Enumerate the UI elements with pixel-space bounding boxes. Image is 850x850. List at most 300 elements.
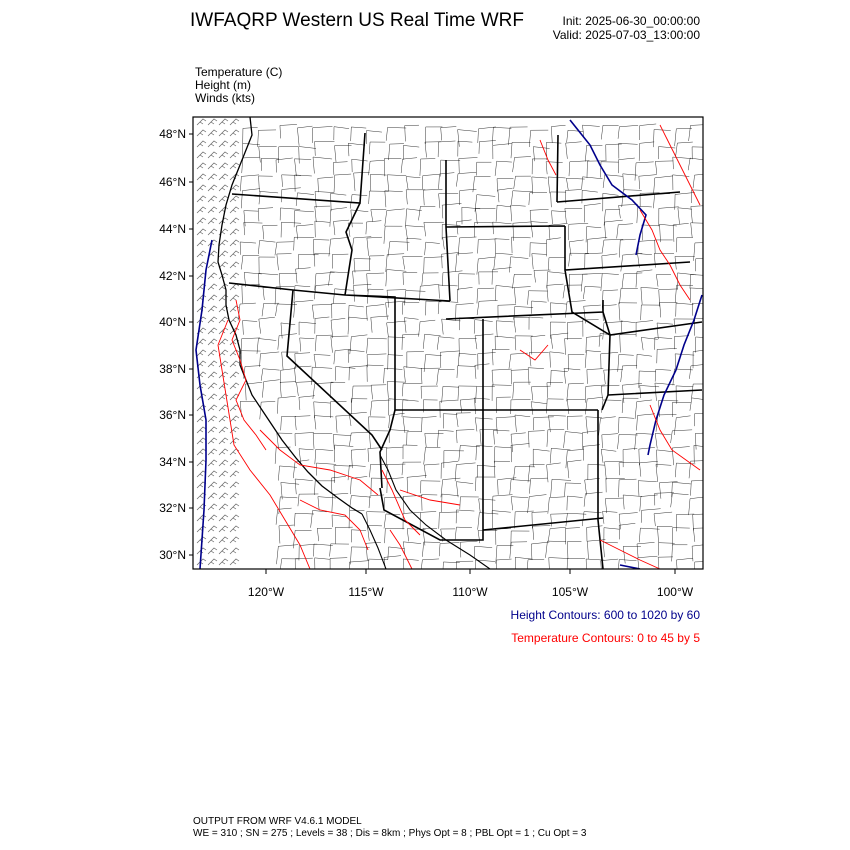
wind-barb: [197, 119, 206, 125]
county-line: [333, 289, 353, 304]
county-line: [581, 273, 602, 291]
county-line: [515, 415, 530, 432]
county-line: [460, 399, 475, 413]
county-line: [655, 161, 673, 174]
county-line: [619, 288, 637, 304]
wind-barb: [208, 383, 217, 389]
county-line: [653, 130, 670, 148]
county-line: [567, 416, 582, 430]
wind-barb: [230, 229, 239, 235]
county-line: [424, 447, 441, 464]
county-line: [676, 142, 693, 157]
county-line: [673, 223, 689, 241]
county-line: [422, 174, 439, 189]
wind-barb: [208, 394, 217, 400]
county-line: [318, 177, 333, 192]
wind-barb: [230, 361, 239, 367]
county-line: [384, 159, 401, 177]
county-line: [473, 177, 491, 193]
county-line: [565, 483, 581, 496]
wind-barb: [208, 493, 217, 499]
county-line: [639, 142, 654, 161]
county-line: [478, 239, 497, 254]
county-line: [529, 317, 543, 330]
county-line: [618, 417, 634, 433]
county-line: [386, 127, 406, 140]
county-line: [492, 511, 510, 528]
wind-barb: [197, 262, 206, 268]
county-line: [367, 338, 387, 353]
lat-label: 36°N: [159, 408, 186, 422]
county-line: [622, 190, 642, 207]
county-line: [437, 430, 453, 447]
county-line: [605, 498, 623, 513]
county-line: [569, 161, 589, 176]
county-line: [691, 206, 708, 223]
county-line: [406, 177, 420, 190]
county-line: [618, 125, 638, 138]
county-line: [533, 449, 549, 467]
county-line: [657, 323, 673, 339]
county-line: [294, 300, 314, 317]
county-line: [638, 556, 658, 575]
county-line: [317, 528, 332, 541]
wind-barb: [197, 449, 206, 455]
county-line: [242, 284, 260, 303]
county-line: [641, 287, 658, 304]
wind-barb: [208, 504, 217, 510]
county-line: [551, 192, 566, 207]
county-line: [388, 144, 403, 160]
county-line: [654, 512, 672, 526]
wind-barb: [197, 416, 206, 422]
county-line: [421, 559, 439, 576]
county-line: [348, 223, 363, 237]
county-line: [531, 402, 547, 415]
county-line: [402, 400, 419, 417]
county-line: [601, 385, 619, 400]
county-line: [678, 273, 697, 290]
county-line: [619, 204, 638, 218]
county-line: [603, 193, 619, 211]
county-line: [462, 207, 480, 224]
county-line: [676, 558, 692, 573]
county-line: [282, 188, 301, 202]
wind-barb: [197, 515, 206, 521]
county-line: [371, 385, 386, 400]
county-line: [352, 386, 372, 403]
county-line: [587, 369, 603, 384]
county-line: [370, 256, 385, 270]
wind-barb: [230, 559, 239, 565]
wind-barb: [197, 460, 206, 466]
wind-barb: [219, 383, 228, 389]
county-line: [657, 348, 677, 363]
county-line: [384, 498, 404, 510]
county-line: [240, 175, 259, 191]
county-line: [531, 222, 548, 238]
wind-barb: [208, 273, 217, 279]
county-line: [439, 542, 459, 556]
county-line: [475, 334, 493, 349]
county-line: [260, 352, 280, 367]
county-line: [459, 338, 477, 356]
wind-barb: [208, 416, 217, 422]
county-line: [527, 559, 545, 574]
county-line: [637, 542, 655, 557]
county-line: [403, 542, 421, 556]
county-line: [456, 413, 470, 427]
county-line: [425, 127, 442, 144]
lat-label: 34°N: [159, 455, 186, 469]
county-line: [422, 542, 440, 557]
county-line: [419, 320, 436, 336]
county-line: [281, 222, 301, 237]
wind-barb: [219, 152, 228, 158]
county-line: [606, 144, 622, 160]
county-line: [257, 339, 276, 354]
county-line: [621, 253, 642, 271]
county-line: [547, 430, 564, 447]
wind-barb: [230, 317, 239, 323]
latitude-axis: [159, 127, 193, 562]
county-line: [514, 176, 531, 189]
county-line: [421, 386, 438, 399]
county-line: [532, 177, 547, 194]
county-line: [641, 305, 660, 320]
county-line: [295, 432, 314, 446]
county-line: [618, 354, 634, 371]
wind-barb: [197, 229, 206, 235]
county-line: [529, 352, 548, 366]
county-line: [460, 497, 479, 509]
county-line: [456, 429, 474, 443]
county-line: [675, 463, 695, 477]
county-line: [455, 527, 472, 539]
county-line: [623, 448, 637, 467]
wind-barb: [219, 548, 228, 554]
county-line: [551, 479, 571, 497]
county-line: [494, 461, 510, 478]
county-line: [550, 303, 566, 318]
county-line: [689, 364, 707, 379]
county-line: [349, 511, 364, 529]
county-line: [638, 240, 655, 254]
county-line: [439, 512, 459, 529]
wind-barb: [219, 504, 228, 510]
county-line: [295, 558, 313, 574]
county-line: [692, 147, 711, 159]
county-line: [366, 221, 381, 235]
county-line: [693, 528, 709, 542]
county-line: [546, 541, 567, 558]
county-line: [456, 482, 473, 498]
county-line: [582, 190, 598, 203]
county-line: [458, 237, 476, 256]
county-line: [261, 369, 280, 381]
wind-barb: [230, 251, 239, 257]
county-line: [587, 161, 607, 178]
county-line: [349, 412, 367, 426]
wind-barb: [219, 251, 228, 257]
wind-barb: [219, 460, 228, 466]
wind-barb: [219, 317, 228, 323]
wind-barb: [219, 471, 228, 477]
county-line: [604, 528, 620, 543]
county-line: [385, 528, 405, 543]
county-line: [551, 514, 568, 527]
wind-barb: [197, 295, 206, 301]
county-line: [511, 444, 529, 463]
longitude-axis: [248, 569, 694, 599]
county-line: [295, 479, 313, 494]
county-line: [385, 209, 405, 226]
county-line: [547, 383, 563, 398]
county-line: [604, 220, 622, 238]
county-line: [676, 386, 693, 404]
county-line: [475, 398, 490, 414]
wind-barb: [230, 372, 239, 378]
county-line: [655, 369, 671, 381]
county-line: [531, 542, 549, 559]
county-line: [511, 433, 526, 452]
wind-barb: [197, 526, 206, 532]
wind-barb: [230, 262, 239, 268]
county-line: [653, 194, 670, 209]
county-line: [441, 127, 457, 141]
county-line: [622, 273, 642, 288]
wind-barb: [230, 152, 239, 158]
county-line: [442, 203, 461, 218]
county-line: [586, 227, 601, 243]
county-line: [421, 417, 436, 432]
wind-barb: [219, 493, 228, 499]
wind-barb: [208, 284, 217, 290]
county-line: [509, 257, 528, 273]
county-line: [241, 351, 260, 368]
county-line: [495, 161, 512, 176]
county-line: [531, 335, 545, 354]
county-line: [569, 253, 589, 266]
wind-barb: [208, 427, 217, 433]
county-line: [259, 176, 273, 192]
county-line: [564, 368, 580, 383]
county-line: [692, 544, 709, 561]
county-line: [259, 317, 275, 333]
lat-label: 46°N: [159, 175, 186, 189]
wind-barb: [219, 405, 228, 411]
county-line: [477, 465, 495, 477]
county-line: [675, 192, 695, 209]
county-line: [424, 464, 439, 478]
county-line: [695, 413, 714, 426]
county-line: [568, 355, 584, 371]
county-line: [511, 205, 526, 221]
wind-barb: [230, 548, 239, 554]
wind-barb: [208, 306, 217, 312]
county-line: [275, 447, 290, 464]
county-line: [258, 208, 273, 222]
wind-barb: [197, 130, 206, 136]
county-line: [330, 208, 347, 227]
county-line: [547, 142, 562, 160]
lon-label: 120°W: [247, 585, 285, 599]
county-line: [495, 285, 514, 300]
wind-barb: [219, 284, 228, 290]
lon-label: 100°W: [656, 585, 694, 599]
county-line: [659, 482, 677, 499]
wind-barb: [208, 438, 217, 444]
county-line: [660, 302, 678, 317]
county-line: [443, 236, 457, 249]
county-line: [387, 321, 407, 337]
county-line: [694, 242, 714, 260]
county-line: [369, 142, 385, 154]
county-line: [605, 462, 623, 480]
county-line: [424, 222, 444, 236]
county-line: [280, 124, 297, 138]
county-line: [294, 286, 310, 303]
county-line: [604, 369, 623, 384]
county-line: [315, 558, 330, 574]
county-line: [367, 273, 384, 291]
county-line: [282, 175, 301, 187]
county-line: [547, 284, 564, 301]
county-line: [442, 271, 462, 286]
wind-barb: [230, 141, 239, 147]
field-temperature-label: Temperature (C): [195, 65, 283, 79]
county-line: [532, 254, 547, 270]
wind-barb: [197, 141, 206, 147]
wind-barb: [197, 251, 206, 257]
county-line: [601, 125, 618, 139]
county-line: [384, 556, 401, 573]
county-line: [439, 285, 458, 298]
county-line: [478, 530, 497, 543]
wind-barb: [208, 526, 217, 532]
county-line: [476, 162, 491, 175]
county-line: [315, 317, 330, 334]
county-line: [403, 445, 417, 459]
county-line: [403, 273, 417, 285]
county-line: [635, 162, 654, 181]
wind-barb: [219, 438, 228, 444]
county-line: [492, 349, 509, 365]
county-line: [655, 240, 673, 253]
wind-barb: [219, 416, 228, 422]
county-line: [677, 238, 693, 253]
county-line: [496, 559, 511, 572]
wind-barb: [208, 449, 217, 455]
county-line: [546, 238, 560, 257]
county-line: [313, 240, 329, 256]
county-line: [240, 401, 255, 416]
county-line: [493, 143, 512, 159]
county-line: [351, 399, 367, 414]
county-line: [367, 237, 382, 256]
county-line: [367, 525, 382, 540]
county-line: [295, 175, 312, 192]
county-line: [475, 560, 495, 576]
county-line: [331, 318, 345, 338]
county-line: [371, 210, 386, 222]
wind-barb: [230, 482, 239, 488]
county-line: [656, 464, 671, 482]
county-line: [388, 399, 408, 416]
wind-barb: [197, 438, 206, 444]
wind-barb: [197, 152, 206, 158]
county-line: [244, 222, 263, 235]
wind-barb: [208, 119, 217, 125]
county-line: [262, 380, 279, 398]
county-line: [515, 336, 533, 350]
wind-barb: [230, 196, 239, 202]
county-line: [492, 268, 512, 285]
county-line: [534, 417, 554, 430]
county-line: [639, 528, 659, 542]
county-line: [311, 510, 327, 527]
county-line: [512, 237, 531, 253]
county-line: [513, 466, 535, 480]
county-line: [654, 176, 673, 194]
county-line: [386, 254, 404, 272]
county-line: [621, 365, 637, 382]
county-line: [619, 479, 637, 497]
county-line: [297, 126, 312, 146]
field-height-label: Height (m): [195, 78, 252, 92]
county-line: [334, 174, 351, 193]
lat-label: 32°N: [159, 501, 186, 515]
temperature-legend: Temperature Contours: 0 to 45 by 5: [511, 631, 700, 645]
wind-barb: [219, 119, 228, 125]
wind-barb: [208, 141, 217, 147]
county-line: [402, 383, 421, 396]
county-line: [620, 335, 636, 353]
county-line: [695, 258, 712, 272]
county-line: [475, 222, 494, 237]
county-line: [281, 417, 296, 431]
county-line: [295, 416, 310, 430]
county-line: [401, 158, 417, 173]
county-line: [498, 188, 513, 202]
county-line: [279, 146, 298, 163]
county-line: [511, 531, 530, 548]
model-info-title: OUTPUT FROM WRF V4.6.1 MODEL: [193, 816, 362, 827]
county-line: [384, 368, 403, 383]
wind-barb: [208, 185, 217, 191]
county-line: [546, 399, 563, 414]
county-line: [403, 256, 423, 269]
county-line: [584, 204, 601, 223]
county-line: [478, 513, 499, 530]
county-line: [458, 130, 477, 147]
county-line: [367, 365, 384, 382]
county-line: [551, 333, 568, 349]
county-line: [455, 253, 472, 272]
county-line: [479, 141, 496, 154]
county-line: [565, 208, 582, 223]
county-line: [475, 477, 494, 491]
county-line: [352, 237, 371, 251]
county-line: [690, 398, 706, 411]
lat-label: 30°N: [159, 548, 186, 562]
county-line: [276, 158, 293, 173]
county-line: [532, 301, 547, 314]
county-line: [263, 225, 278, 239]
county-line: [493, 222, 512, 234]
county-line: [588, 464, 605, 480]
wind-barb: [197, 185, 206, 191]
